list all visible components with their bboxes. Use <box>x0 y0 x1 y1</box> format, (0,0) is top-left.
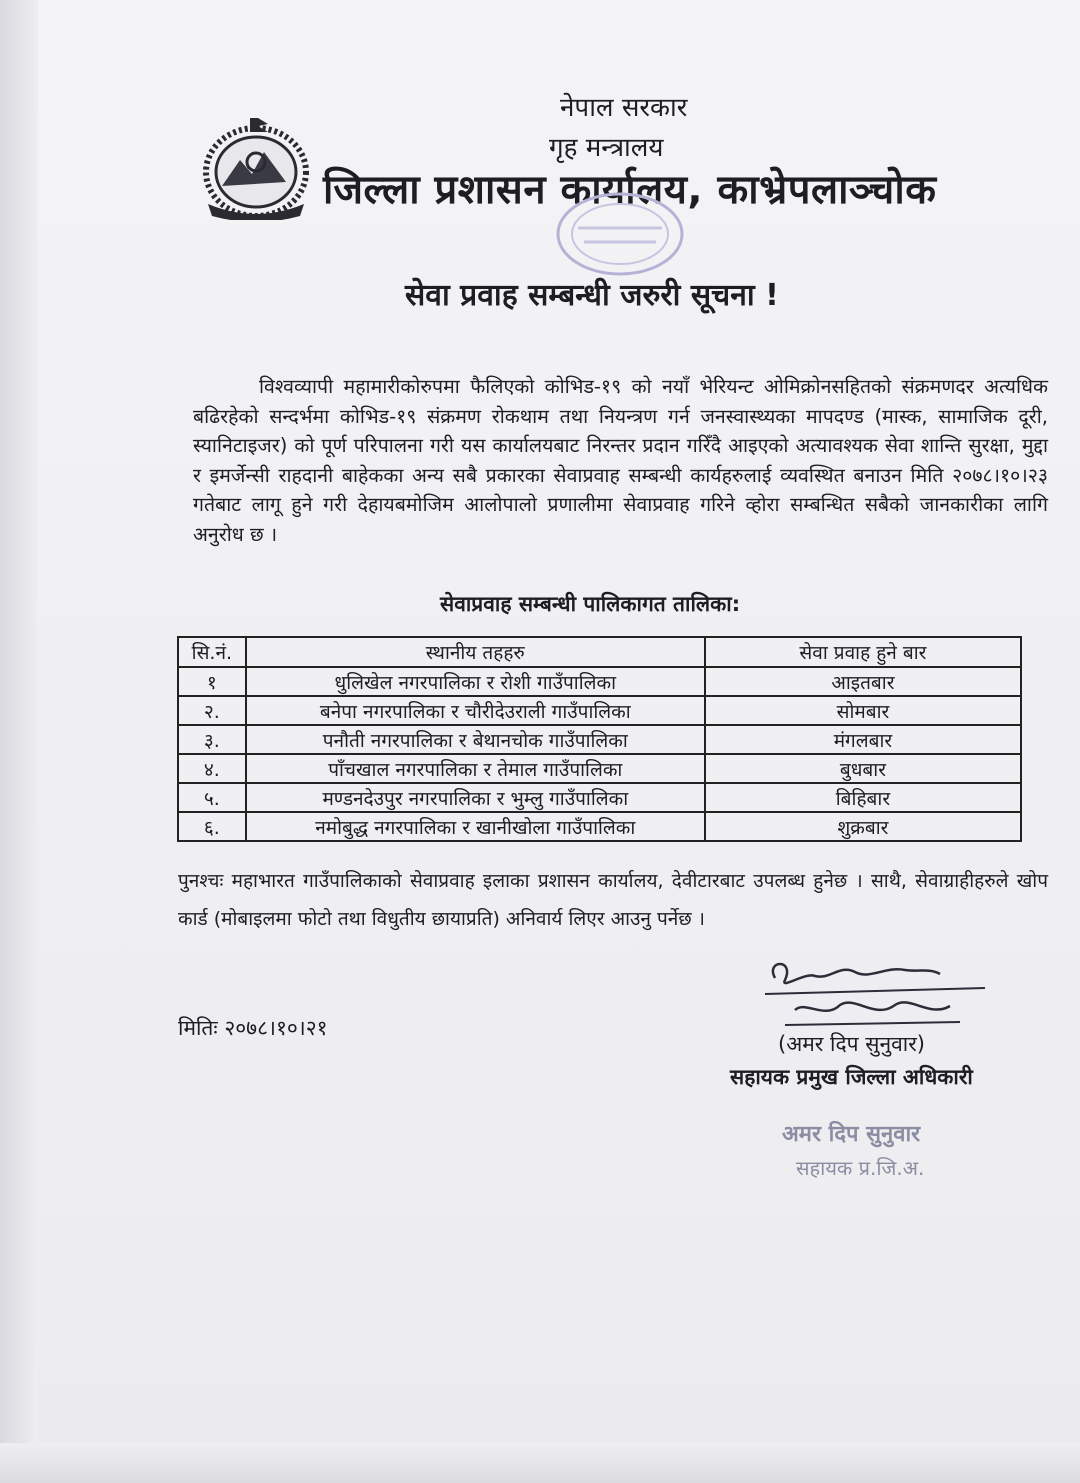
cell-service-day: मंगलबार <box>705 725 1021 754</box>
cell-serial-number: २. <box>178 696 246 725</box>
header-serial-number: सि.नं. <box>178 637 246 667</box>
table-caption: सेवाप्रवाह सम्बन्धी पालिकागत तालिका: <box>440 592 741 616</box>
table-row <box>178 812 1021 841</box>
cell-service-day: बिहिबार <box>705 783 1021 812</box>
table-row <box>178 696 1021 725</box>
table-header-row <box>178 637 1021 667</box>
cell-local-bodies: बनेपा नगरपालिका र चौरीदेउराली गाउँपालिका <box>246 696 705 725</box>
issue-date: मितिः २०७८।१०।२१ <box>178 1016 328 1040</box>
page-edge-shadow <box>0 0 38 1483</box>
cell-local-bodies: पाँचखाल नगरपालिका र तेमाल गाउँपालिका <box>246 754 705 783</box>
notice-body: विश्वव्यापी महामारीकोरुपमा फैलिएको कोभिड-१९ को नयाँ भेरियन्ट ओमिक्रोनसहितको संक्रमणदर अत्यधिक बढिरहेको सन्दर्भमा कोभिड-१९ संक्रमण रोकथाम तथा नियन्त्रण गर्न जनस्वास्थ्यका मापदण्ड (मास्क, सामाजिक दूरी, स्यानिटाइजर) को पूर्ण परिपालना गरी यस कार्यालयबाट निरन्तर प्रदान गरिँदै आइएको अत्यावश्यक सेवा शान्ति सुरक्षा, मुद्दा र इमर्जेन्सी राहदानी बाहेकका अन्य सबै प्रकारका सेवाप्रवाह सम्बन्धी कार्यहरुलाई व्यवस्थित बनाउन मिति २०७८।१०।२३ गतेबाट लागू हुने गरी देहायबमोजिम आलोपालो प्रणालीमा सेवाप्रवाह गरिने व्होरा सम्बन्धित सबैको जानकारीका लागि अनुरोध छ । <box>193 375 1048 546</box>
cell-serial-number: ५. <box>178 783 246 812</box>
nepal-emblem-icon <box>200 116 312 220</box>
signatory-name: (अमर दिप सुनुवार) <box>778 1032 925 1056</box>
table-row <box>178 725 1021 754</box>
cell-serial-number: १ <box>178 667 246 696</box>
cell-serial-number: ३. <box>178 725 246 754</box>
cell-service-day: सोमबार <box>705 696 1021 725</box>
postscript-note: पुनश्चः महाभारत गाउँपालिकाको सेवाप्रवाह इलाका प्रशासन कार्यालय, देवीटारबाट उपलब्ध हुनेछ । साथै, सेवाग्राहीहरुले खोप कार्ड (मोबाइलमा फोटो तथा विधुतीय छायाप्रति) अनिवार्य लिएर आउनु पर्नेछ । <box>178 870 1048 930</box>
cell-local-bodies: पनौती नगरपालिका र बेथानचोक गाउँपालिका <box>246 725 705 754</box>
notice-title: सेवा प्रवाह सम्बन्धी जरुरी सूचना ! <box>405 278 779 313</box>
cell-local-bodies: मण्डनदेउपुर नगरपालिका र भुम्लु गाउँपालिका <box>246 783 705 812</box>
cell-service-day: शुक्रबार <box>705 812 1021 841</box>
name-stamp: अमर दिप सुनुवार <box>782 1122 921 1147</box>
cell-serial-number: ६. <box>178 812 246 841</box>
header-local-bodies: स्थानीय तहहरु <box>246 637 705 667</box>
cell-service-day: बुधबार <box>705 754 1021 783</box>
header-service-day: सेवा प्रवाह हुने बार <box>705 637 1021 667</box>
cell-local-bodies: धुलिखेल नगरपालिका र रोशी गाउँपालिका <box>246 667 705 696</box>
office-name: जिल्ला प्रशासन कार्यालय, काभ्रेपलाञ्चोक <box>323 167 937 213</box>
service-schedule-table <box>177 636 1022 842</box>
cell-local-bodies: नमोबुद्ध नगरपालिका र खानीखोला गाउँपालिका <box>246 812 705 841</box>
cell-service-day: आइतबार <box>705 667 1021 696</box>
office-seal-icon <box>550 188 690 280</box>
page-bottom-shadow <box>0 1443 1080 1483</box>
table-row <box>178 783 1021 812</box>
designation-stamp: सहायक प्र.जि.अ. <box>796 1156 925 1180</box>
government-name: नेपाल सरकार <box>560 93 688 123</box>
table-row <box>178 754 1021 783</box>
signature-icon <box>745 950 995 1040</box>
cell-serial-number: ४. <box>178 754 246 783</box>
ministry-name: गृह मन्त्रालय <box>549 133 664 163</box>
signatory-title: सहायक प्रमुख जिल्ला अधिकारी <box>730 1065 973 1089</box>
table-row <box>178 667 1021 696</box>
